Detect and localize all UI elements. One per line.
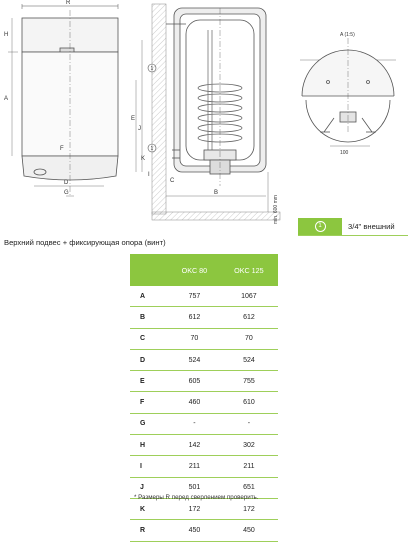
table-row	[130, 307, 278, 328]
table-row	[130, 286, 278, 307]
cell-okc-80: 757	[169, 286, 220, 307]
row-label: D	[130, 349, 169, 370]
cell-okc-80: 605	[169, 371, 220, 392]
mounting-subtitle: Верхний подвес + фиксирующая опора (винт)	[4, 238, 166, 247]
marker-1-bottom: 1	[150, 146, 154, 152]
top-view-caption: A (1:5)	[340, 32, 355, 38]
label-r: R	[66, 0, 71, 6]
cell-okc-125: 172	[220, 498, 278, 519]
cell-okc-80: 70	[169, 328, 220, 349]
cell-okc-125: 610	[220, 392, 278, 413]
legend-circle-1-icon: 1	[315, 221, 326, 232]
section-view	[136, 4, 280, 220]
table-row	[130, 349, 278, 370]
connection-legend	[298, 218, 408, 236]
cell-okc-125: 70	[220, 328, 278, 349]
cell-okc-80: 501	[169, 477, 220, 498]
cell-okc-125: 211	[220, 456, 278, 477]
front-view	[8, 4, 118, 196]
label-k: K	[141, 156, 146, 162]
cell-okc-125: 755	[220, 371, 278, 392]
technical-drawing	[0, 0, 408, 232]
cell-okc-125: 302	[220, 435, 278, 456]
cell-okc-80: 172	[169, 498, 220, 519]
row-label: E	[130, 371, 169, 392]
top-view	[300, 38, 396, 146]
cell-okc-125: 612	[220, 307, 278, 328]
top-view-dim: 100	[340, 150, 349, 156]
table-row	[130, 413, 278, 434]
table-row	[130, 456, 278, 477]
label-c: C	[170, 178, 175, 184]
label-g: G	[64, 190, 69, 196]
cell-okc-80: 612	[169, 307, 220, 328]
row-label: H	[130, 435, 169, 456]
cell-okc-80: 460	[169, 392, 220, 413]
marker-1-top: 1	[150, 66, 154, 72]
label-b: B	[214, 190, 219, 196]
row-label: A	[130, 286, 169, 307]
cell-okc-125: 1067	[220, 286, 278, 307]
table-row	[130, 328, 278, 349]
table-header-row	[130, 254, 278, 286]
legend-text: 3/4" внешний	[348, 222, 395, 231]
header-okc-125: OKC 125	[220, 254, 278, 286]
row-label: B	[130, 307, 169, 328]
row-label: R	[130, 520, 169, 541]
label-e: E	[131, 116, 136, 122]
cell-okc-125: 524	[220, 349, 278, 370]
legend-symbol-cell	[298, 218, 342, 235]
row-label: J	[130, 477, 169, 498]
row-label: I	[130, 456, 169, 477]
cell-okc-80: -	[169, 413, 220, 434]
cell-okc-80: 450	[169, 520, 220, 541]
label-i: I	[148, 172, 150, 178]
row-label: K	[130, 498, 169, 519]
cell-okc-80: 524	[169, 349, 220, 370]
floor-note: min. 600 mm	[273, 195, 279, 224]
header-label	[130, 254, 169, 286]
cell-okc-125: 450	[220, 520, 278, 541]
header-okc-80: OKC 80	[169, 254, 220, 286]
row-label: F	[130, 392, 169, 413]
cell-okc-80: 142	[169, 435, 220, 456]
cell-okc-125: -	[220, 413, 278, 434]
label-h: H	[4, 32, 9, 38]
table-row	[130, 435, 278, 456]
label-a: A	[4, 96, 9, 102]
label-f: F	[60, 146, 64, 152]
label-d: D	[64, 180, 69, 186]
row-label: G	[130, 413, 169, 434]
cell-okc-125: 651	[220, 477, 278, 498]
cell-okc-80: 211	[169, 456, 220, 477]
table-row	[130, 498, 278, 519]
row-label: C	[130, 328, 169, 349]
table-row	[130, 392, 278, 413]
footnote: * Размеры R перед сверлением проверить.	[134, 494, 259, 501]
label-j: J	[138, 126, 141, 132]
table-row	[130, 520, 278, 541]
table-row	[130, 371, 278, 392]
